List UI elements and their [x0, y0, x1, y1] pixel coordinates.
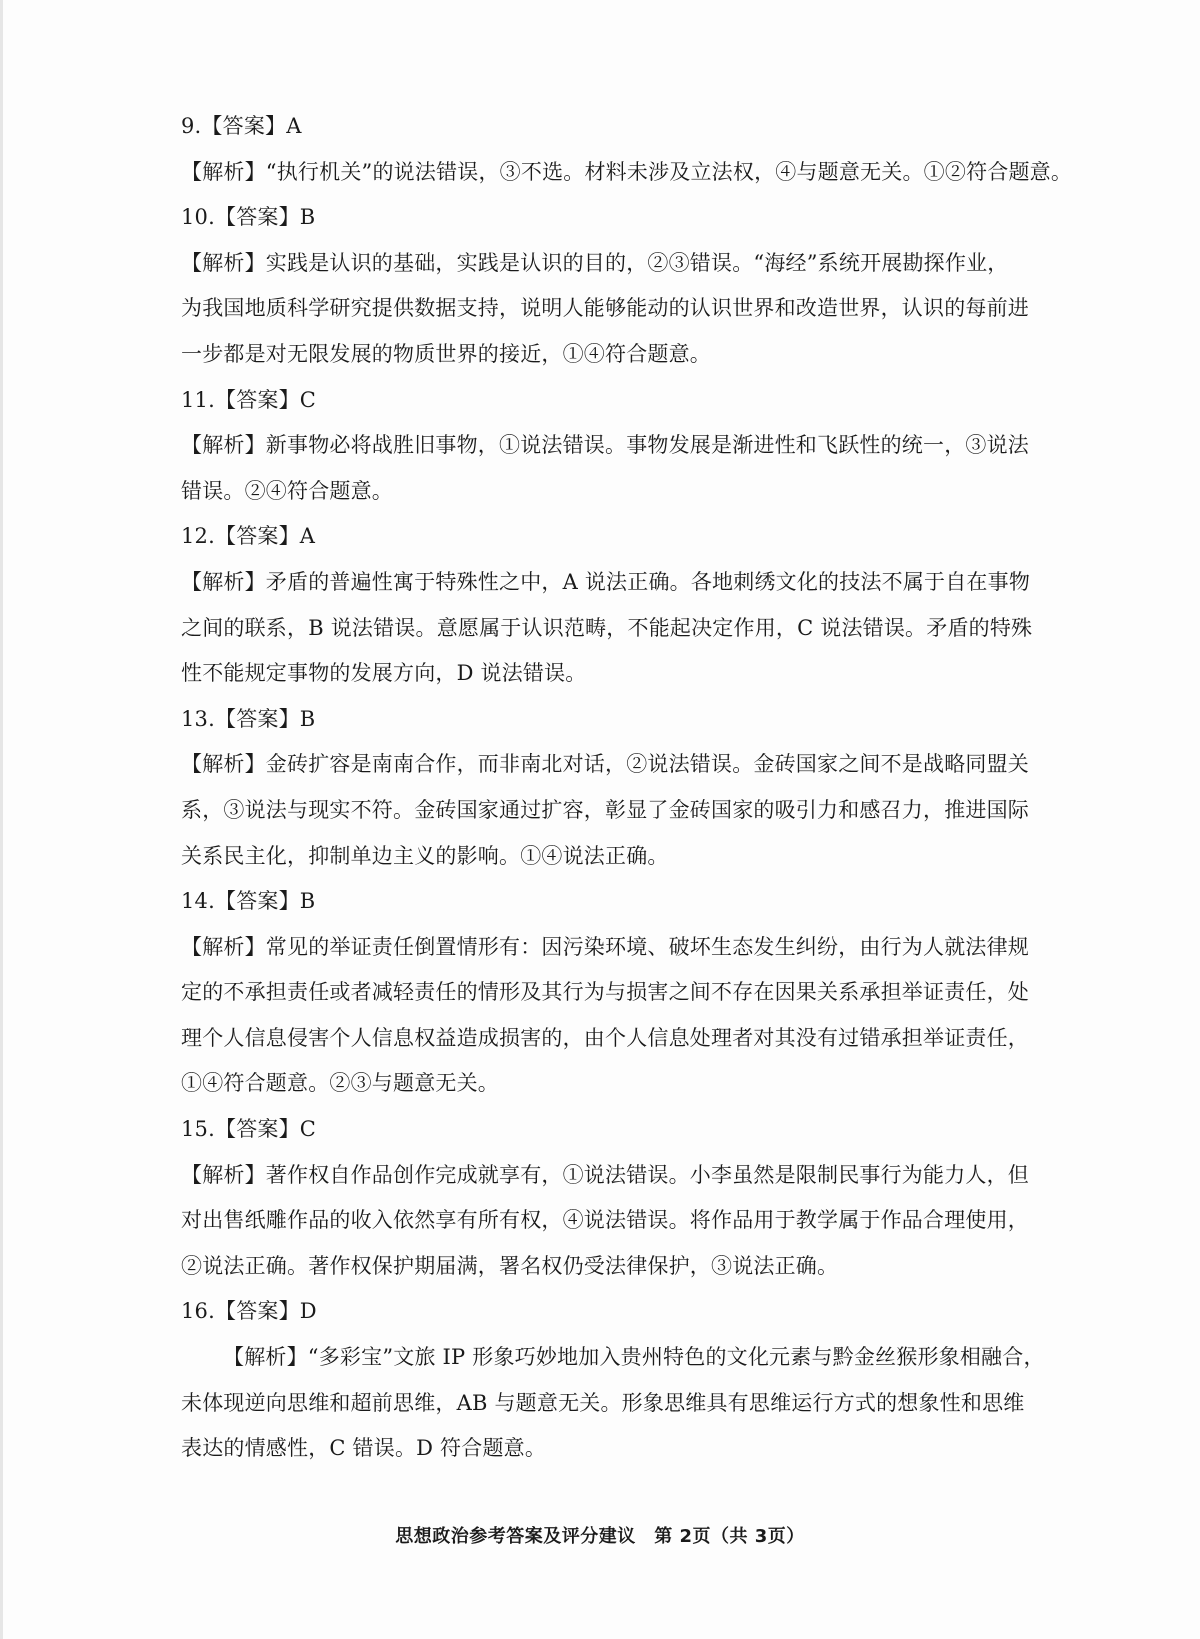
scan-edge: [0, 0, 3, 1639]
answer-14-analysis-line: 定的不承担责任或者减轻责任的情形及其行为与损害之间不存在因果关系承担举证责任，处: [181, 980, 1029, 1005]
answer-13-analysis-line: 关系民主化，抑制单边主义的影响。①④说法正确。: [181, 843, 669, 868]
answer-10-analysis-line: 为我国地质科学研究提供数据支持，说明人能够能动的认识世界和改造世界，认识的每前进: [181, 296, 1029, 321]
answer-content: [181, 104, 1073, 1472]
answer-14-heading: 14.【答案】B: [181, 889, 316, 914]
answer-16-analysis-line: 【解析】“多彩宝”文旅 IP 形象巧妙地加入贵州特色的文化元素与黔金丝猴形象相融合，: [223, 1345, 1045, 1370]
answer-15-analysis-line: ②说法正确。著作权保护期届满，署名权仍受法律保护，③说法正确。: [181, 1253, 839, 1278]
answer-11-analysis-line: 错误。②④符合题意。: [181, 478, 393, 503]
answer-13-analysis-line: 【解析】金砖扩容是南南合作，而非南北对话，②说法错误。金砖国家之间不是战略同盟关: [181, 752, 1029, 777]
answer-10-analysis-line: 一步都是对无限发展的物质世界的接近，①④符合题意。: [181, 341, 711, 366]
answer-10-heading: 10.【答案】B: [181, 205, 316, 230]
answer-12-analysis-line: 【解析】矛盾的普遍性寓于特殊性之中，A 说法正确。各地刺绣文化的技法不属于自在事物: [181, 569, 1031, 594]
answer-13-heading: 13.【答案】B: [181, 706, 316, 731]
answer-13-analysis-line: 系，③说法与现实不符。金砖国家通过扩容，彰显了金砖国家的吸引力和感召力，推进国际: [181, 797, 1029, 822]
page-footer: 思想政治参考答案及评分建议 第 2页（共 3页）: [395, 1526, 805, 1547]
answer-10-analysis-line: 【解析】实践是认识的基础，实践是认识的目的，②③错误。“海经”系统开展勘探作业，: [181, 250, 1009, 275]
answer-16-heading: 16.【答案】D: [181, 1299, 317, 1324]
answer-16-analysis-line: 表达的情感性，C 错误。D 符合题意。: [181, 1436, 547, 1461]
answer-14-analysis-line: 理个人信息侵害个人信息权益造成损害的，由个人信息处理者对其没有过错承担举证责任，: [181, 1025, 1029, 1050]
answer-11-heading: 11.【答案】C: [181, 387, 317, 412]
answer-11-analysis-line: 【解析】新事物必将战胜旧事物，①说法错误。事物发展是渐进性和飞跃性的统一，③说法: [181, 433, 1029, 458]
answer-14-analysis-line: ①④符合题意。②③与题意无关。: [181, 1071, 499, 1096]
answer-15-analysis-line: 【解析】著作权自作品创作完成就享有，①说法错误。小李虽然是限制民事行为能力人，但: [181, 1162, 1029, 1187]
answer-12-analysis-line: 性不能规定事物的发展方向，D 说法错误。: [181, 661, 587, 686]
answer-9-heading: 9.【答案】A: [181, 114, 302, 138]
answer-16-analysis-line: 未体现逆向思维和超前思维，AB 与题意无关。形象思维具有思维运行方式的想象性和思维: [181, 1390, 1025, 1415]
answer-12-heading: 12.【答案】A: [181, 524, 316, 549]
answer-15-analysis-line: 对出售纸雕作品的收入依然享有所有权，④说法错误。将作品用于教学属于作品合理使用，: [181, 1208, 1029, 1233]
answer-14-analysis-line: 【解析】常见的举证责任倒置情形有：因污染环境、破坏生态发生纠纷，由行为人就法律规: [181, 934, 1029, 959]
answer-9-analysis: 【解析】“执行机关”的说法错误，③不选。材料未涉及立法权，④与题意无关。①②符合题意。: [181, 159, 1073, 184]
answer-15-heading: 15.【答案】C: [181, 1117, 317, 1142]
answer-12-analysis-line: 之间的联系，B 说法错误。意愿属于认识范畴，不能起决定作用，C 说法错误。矛盾的特殊: [181, 615, 1033, 640]
